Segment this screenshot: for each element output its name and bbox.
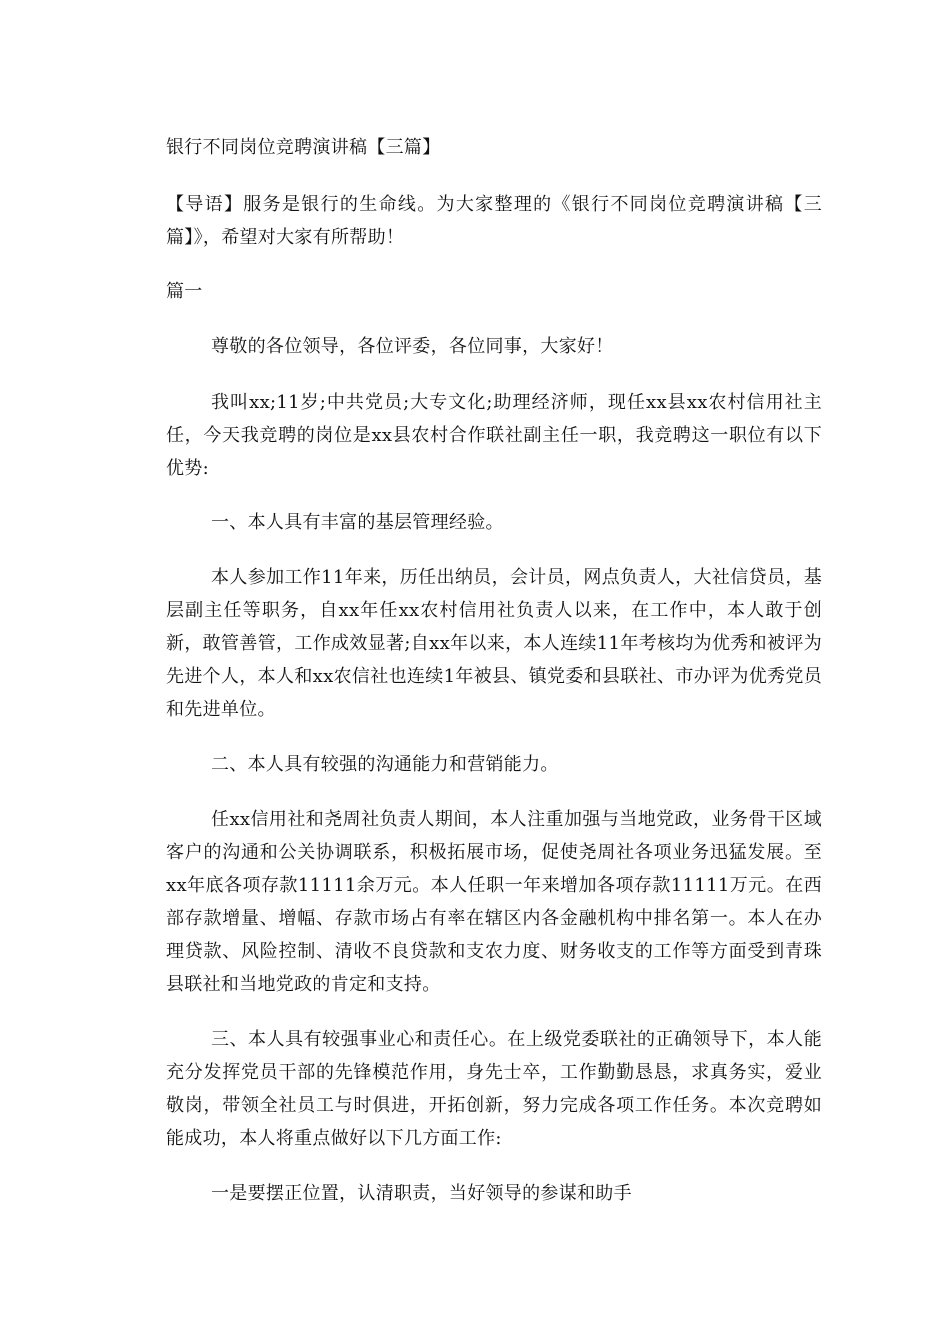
document-title: 银行不同岗位竞聘演讲稿【三篇】 — [166, 137, 441, 158]
section-heading-3: 三、本人具有较强事业心和责任心。在上级党委联社的正确领导下，本人能充分发挥党员干部的先锋模范作用，身先士卒，工作勤勤恳恳，求真务实，爱业敬岗，带领全社员工与时俱进，开拓创新，努力完成各项工作任务。本次竞聘如能成功，本人将重点做好以下几方面工作: — [166, 1029, 822, 1149]
greeting: 尊敬的各位领导，各位评委，各位同事，大家好！ — [211, 336, 614, 357]
body-paragraph-intro: 我叫xx;11岁;中共党员;大专文化;助理经济师，现任xx县xx农村信用社主任，今天我竞聘的岗位是xx县农村合作联社副主任一职，我竞聘这一职位有以下优势: — [166, 392, 822, 479]
section-heading-1: 一、本人具有丰富的基层管理经验。 — [211, 512, 504, 533]
intro-paragraph: 【导语】服务是银行的生命线。为大家整理的《银行不同岗位竞聘演讲稿【三篇】》，希望对大家有所帮助！ — [166, 194, 822, 248]
body-paragraph-3: 一是要摆正位置，认清职责，当好领导的参谋和助手 — [211, 1183, 632, 1204]
section-heading-2: 二、本人具有较强的沟通能力和营销能力。 — [211, 754, 559, 775]
body-paragraph-1: 本人参加工作11年来，历任出纳员，会计员，网点负责人，大社信贷员，基层副主任等职务，自xx年任xx农村信用社负责人以来，在工作中，本人敢于创新，敢管善管，工作成效显著;自xx年以来，本人连续11年考核均为优秀和被评为先进个人，本人和xx农信社也连续1年被县、镇党委和县联社、市办评为优秀党员和先进单位。 — [166, 567, 822, 720]
body-paragraph-2: 任xx信用社和尧周社负责人期间，本人注重加强与当地党政，业务骨干区域客户的沟通和公关协调联系，积极拓展市场，促使尧周社各项业务迅猛发展。至xx年底各项存款11111余万元。本人任职一年来增加各项存款11111万元。在西部存款增量、增幅、存款市场占有率在辖区内各金融机构中排名第一。本人在办理贷款、风险控制、清收不良贷款和支农力度、财务收支的工作等方面受到青珠县联社和当地党政的肯定和支持。 — [166, 809, 822, 995]
section-label: 篇一 — [166, 281, 203, 302]
